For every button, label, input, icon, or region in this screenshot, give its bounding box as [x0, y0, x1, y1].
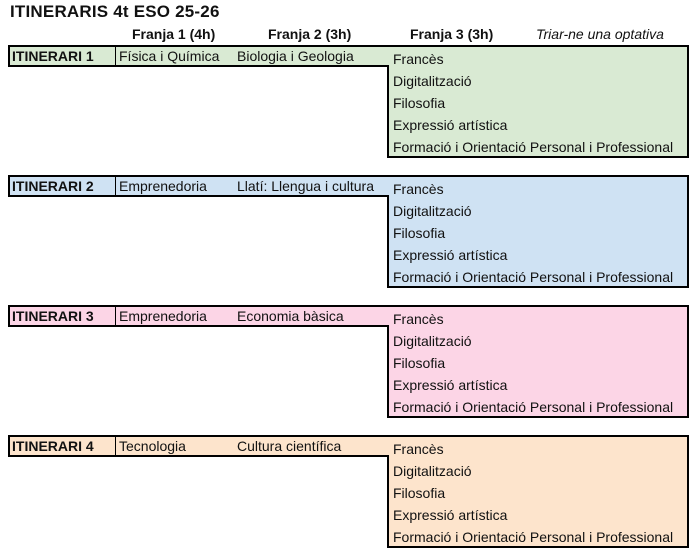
optatives-list: [393, 310, 673, 416]
itinerari-block-1: [8, 45, 690, 159]
franja-2-subject: Llatí: Llengua i cultura: [237, 178, 374, 194]
optativa-item: Formació i Orientació Personal i Professional: [393, 269, 674, 285]
optativa-item: Francès: [393, 311, 444, 327]
header-franja-1: Franja 1 (4h): [132, 26, 216, 42]
header-franja-3: Franja 3 (3h): [410, 26, 494, 42]
optativa-item: Digitalització: [393, 203, 472, 219]
optativa-item: Digitalització: [393, 333, 472, 349]
optativa-item: Expressió artística: [393, 377, 508, 393]
optativa-item: Filosofia: [393, 485, 446, 501]
optativa-item: Filosofia: [393, 355, 446, 371]
optativa-item: Filosofia: [393, 95, 446, 111]
franja-1-subject: Emprenedoria: [119, 178, 207, 194]
column-separator: [115, 175, 116, 196]
franja-1-subject: Emprenedoria: [119, 308, 207, 324]
optativa-item: Digitalització: [393, 463, 472, 479]
optativa-item: Filosofia: [393, 225, 446, 241]
column-separator: [115, 435, 116, 456]
itinerari-label: ITINERARI 3: [12, 308, 94, 324]
optatives-list: [393, 180, 673, 286]
optativa-item: Expressió artística: [393, 247, 508, 263]
optativa-item: Digitalització: [393, 73, 472, 89]
itinerari-block-3: [8, 305, 690, 419]
column-separator: [115, 305, 116, 326]
franja-1-subject: Física i Química: [119, 48, 220, 64]
franja-2-subject: Biologia i Geologia: [237, 48, 354, 64]
page-title: ITINERARIS 4t ESO 25-26: [10, 2, 220, 21]
optativa-item: Francès: [393, 441, 444, 457]
optativa-item: Formació i Orientació Personal i Professional: [393, 139, 674, 155]
itinerari-label: ITINERARI 2: [12, 178, 94, 194]
header-franja-2: Franja 2 (3h): [268, 26, 352, 42]
column-separator: [115, 45, 116, 66]
optativa-item: Formació i Orientació Personal i Professional: [393, 399, 674, 415]
optatives-list: [393, 440, 673, 546]
franja-1-subject: Tecnologia: [119, 438, 186, 454]
optativa-item: Formació i Orientació Personal i Professional: [393, 529, 674, 545]
optativa-item: Expressió artística: [393, 507, 508, 523]
optativa-item: Francès: [393, 181, 444, 197]
optativa-item: Expressió artística: [393, 117, 508, 133]
itinerari-block-4: [8, 435, 690, 549]
franja-2-subject: Economia bàsica: [237, 308, 344, 324]
header-optativa-note: Triar-ne una optativa: [536, 26, 664, 42]
optatives-list: [393, 50, 673, 156]
franja-2-subject: Cultura científica: [237, 438, 342, 454]
optativa-item: Francès: [393, 51, 444, 67]
itinerari-label: ITINERARI 4: [12, 438, 94, 454]
itinerari-label: ITINERARI 1: [12, 48, 94, 64]
itinerari-block-2: [8, 175, 690, 289]
